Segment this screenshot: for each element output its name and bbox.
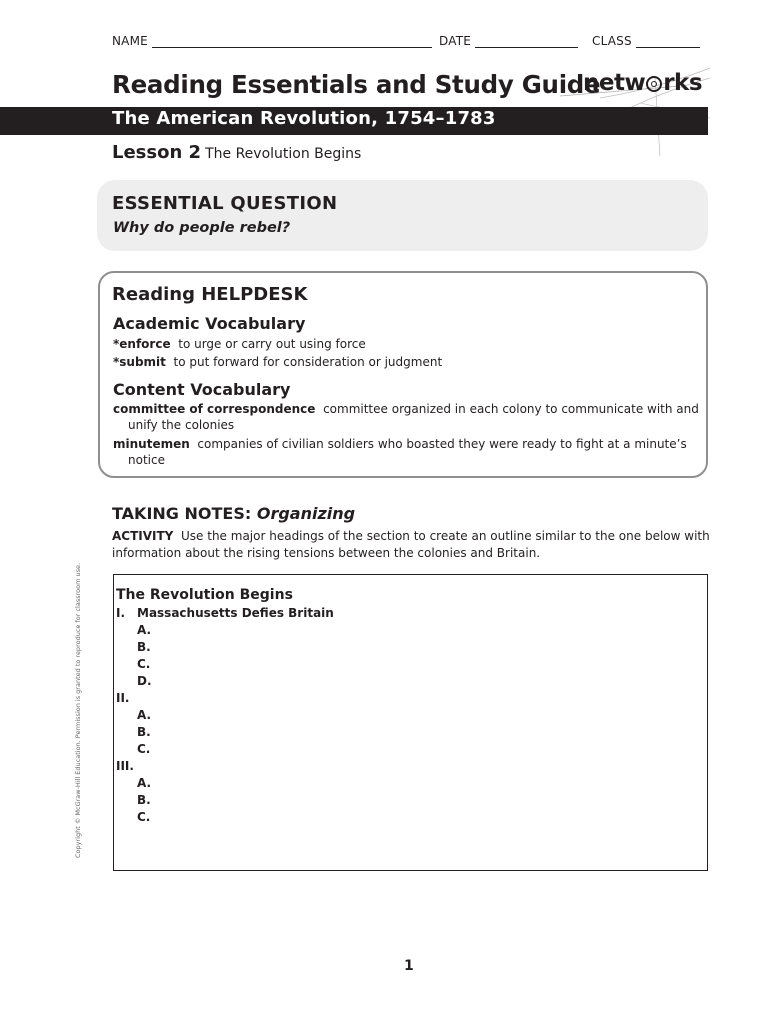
essential-question-heading: ESSENTIAL QUESTION	[112, 193, 338, 214]
copyright-notice: Copyright © McGraw-Hill Education. Permission is granted to reproduce for classroom use.	[74, 562, 82, 858]
class-line[interactable]	[636, 35, 700, 48]
outline-line[interactable]: A.	[137, 708, 152, 722]
essential-question-box	[97, 180, 708, 251]
name-line[interactable]	[152, 35, 432, 48]
class-label: CLASS	[592, 34, 632, 48]
outline-line[interactable]: C.	[137, 742, 151, 756]
lesson-label: Lesson 2	[112, 142, 202, 163]
academic-vocab-heading: Academic Vocabulary	[113, 314, 306, 333]
outline-title: The Revolution Begins	[116, 587, 293, 603]
page-title: Reading Essentials and Study Guide	[112, 70, 601, 99]
vocab-item-enforce: *enforce to urge or carry out using force	[113, 337, 366, 351]
content-vocab-heading: Content Vocabulary	[113, 380, 291, 399]
class-field[interactable]	[592, 34, 700, 48]
outline-line[interactable]: B.	[137, 640, 151, 654]
networks-logo: netw rks	[583, 70, 703, 96]
outline-list	[116, 605, 696, 826]
essential-question-text: Why do people rebel?	[113, 220, 291, 236]
outline-line[interactable]: C.	[137, 810, 151, 824]
outline-line[interactable]: D.	[137, 674, 152, 688]
vocab-item-minutemen: minutemen companies of civilian soldiers who boasted they were ready to fight at a minute’s notice	[113, 437, 687, 467]
outline-line[interactable]: C.	[137, 657, 151, 671]
name-label: NAME	[112, 34, 148, 48]
activity-instructions: ACTIVITY Use the major headings of the section to create an outline similar to the one below with information about the rising tensions between the colonies and Britain.	[112, 529, 710, 560]
helpdesk-heading: Reading HELPDESK	[112, 284, 308, 305]
outline-line[interactable]: II.	[116, 691, 130, 705]
lesson-title: The Revolution Begins	[205, 146, 362, 162]
outline-line[interactable]: B.	[137, 725, 151, 739]
date-line[interactable]	[475, 35, 578, 48]
vocab-item-committee: committee of correspondence committee organized in each colony to communicate with and unify the colonies	[113, 402, 699, 432]
outline-line[interactable]: III.	[116, 759, 134, 773]
date-label: DATE	[439, 34, 472, 48]
logo-o-icon	[646, 76, 662, 92]
outline-line[interactable]: I. Massachusetts Defies Britain	[116, 606, 334, 620]
unit-title: The American Revolution, 1754–1783	[112, 108, 496, 129]
vocab-item-submit: *submit to put forward for consideration or judgment	[113, 355, 443, 369]
outline-line[interactable]: A.	[137, 623, 152, 637]
name-field[interactable]	[112, 34, 432, 48]
taking-notes-heading: TAKING NOTES: Organizing	[112, 504, 356, 523]
lesson-heading	[112, 142, 361, 163]
outline-line[interactable]: A.	[137, 776, 152, 790]
date-field[interactable]	[439, 34, 578, 48]
page-number: 1	[404, 958, 414, 974]
outline-line[interactable]: B.	[137, 793, 151, 807]
